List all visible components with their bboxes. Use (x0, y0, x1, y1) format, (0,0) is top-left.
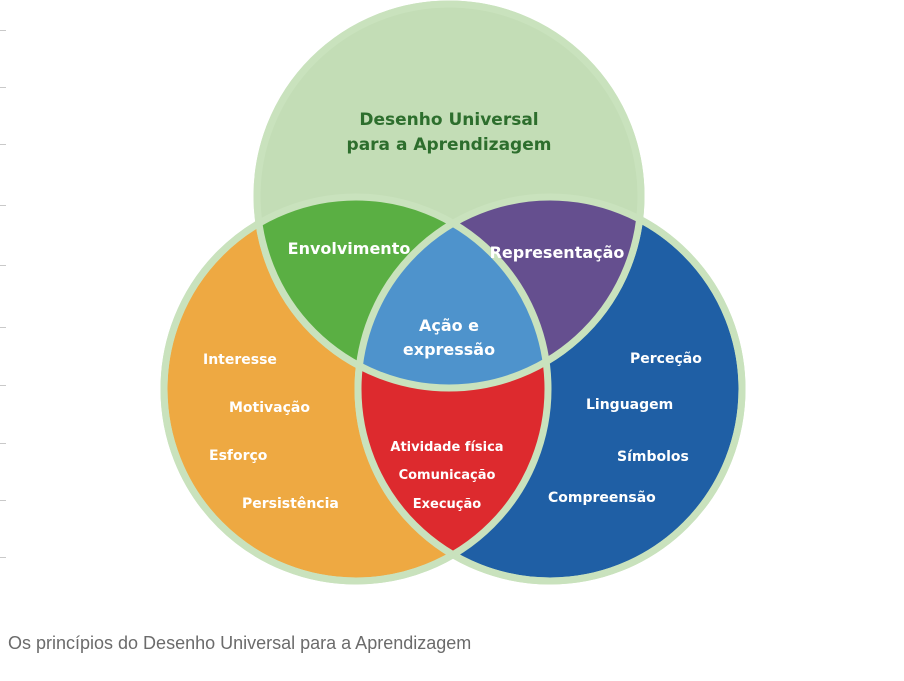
center-label-line2: expressão (402, 340, 496, 359)
left-item: Persistência (242, 496, 339, 512)
top-title-line1: Desenho Universal (359, 110, 539, 130)
envolvimento-label: Envolvimento (287, 239, 411, 258)
center-label-line1: Ação e (418, 316, 480, 335)
top-title-line2: para a Aprendizagem (346, 135, 552, 155)
representacao-label: Representação (489, 243, 625, 262)
right-item: Perceção (630, 351, 702, 367)
left-item: Motivação (229, 400, 310, 416)
left-item: Esforço (209, 448, 268, 464)
right-item: Símbolos (617, 449, 689, 465)
bottom-item: Execução (412, 497, 482, 512)
bottom-item: Comunicação (398, 468, 496, 483)
right-item: Linguagem (586, 397, 674, 413)
left-item: Interesse (203, 352, 277, 368)
figure-caption: Os princípios do Desenho Universal para a Aprendizagem (8, 633, 472, 653)
bottom-item: Atividade física (390, 440, 504, 455)
right-item: Compreensão (548, 490, 656, 506)
